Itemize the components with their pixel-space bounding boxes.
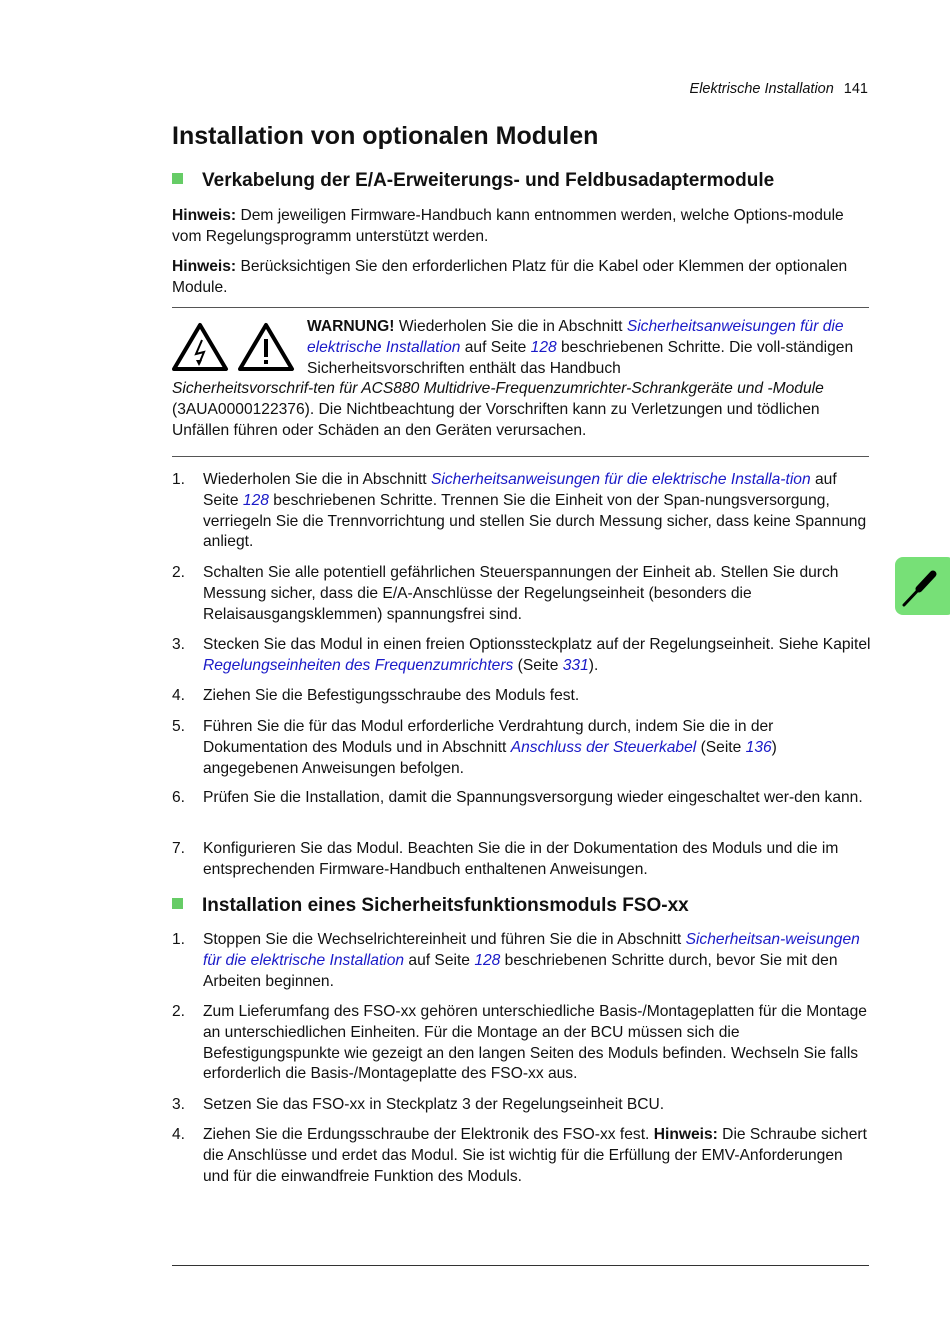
- section-heading-1-text: Verkabelung der E/A-Erweiterungs- und Feldbusadaptermodule: [202, 170, 775, 191]
- item-number: 4.: [172, 687, 186, 704]
- warning-top-rule: [172, 307, 869, 308]
- warning-label: WARNUNG!: [307, 318, 395, 335]
- item-text-b: (Seite: [513, 656, 563, 674]
- item-page-link[interactable]: 331: [562, 656, 589, 674]
- warning-t1: Wiederholen Sie die in Abschnitt: [394, 318, 627, 335]
- item-number: 5.: [172, 718, 186, 735]
- note-1-text: Dem jeweiligen Firmware-Handbuch kann entnommen werden, welche Options-module vom Regelungsprogramm unterstützt werden.: [172, 207, 844, 245]
- note-2-label: Hinweis:: [172, 258, 237, 275]
- note-2-text: Berücksichtigen Sie den erforderlichen Platz für die Kabel oder Klemmen der optionalen Module.: [172, 258, 848, 296]
- item-text-c: Die Schraube sichert die Anschlüsse und erdet das Modul. Sie ist wichtig für die Erfüllung der EMV-Anforderungen und für die einwandfreie Funktion des Moduls.: [203, 1126, 867, 1185]
- warning-t2: auf Seite: [460, 338, 531, 356]
- item-page-link[interactable]: 128: [474, 951, 501, 969]
- item-number: 1.: [172, 471, 186, 488]
- general-warning-icon: [240, 325, 292, 369]
- item-number: 3.: [172, 1096, 186, 1113]
- footer-rule: [172, 1265, 869, 1266]
- item-link[interactable]: Sicherheitsan-weisungen für die elektrische Installation: [203, 931, 860, 969]
- section-heading-2-text: Installation eines Sicherheitsfunktionsmoduls FSO-xx: [202, 895, 689, 916]
- page-number: 141: [843, 81, 868, 97]
- item-text-c: ) angegebenen Anweisungen befolgen.: [203, 738, 777, 777]
- section-bullet: [172, 898, 183, 909]
- item-text-c: beschriebenen Schritte durch, bevor Sie mit den Arbeiten beginnen.: [203, 951, 838, 990]
- item-number: 3.: [172, 636, 186, 653]
- item-text-b: auf Seite: [404, 951, 475, 969]
- item-text: Setzen Sie das FSO-xx in Steckplatz 3 der Regelungseinheit BCU.: [203, 1096, 665, 1113]
- item-link[interactable]: Anschluss der Steuerkabel: [510, 738, 697, 756]
- warning-t3: beschriebenen Schritte. Die voll-ständigen Sicherheitsvorschriften enthält das Handbuch: [307, 338, 854, 377]
- item-text: Ziehen Sie die Erdungsschraube der Elektronik des FSO-xx fest.: [203, 1126, 654, 1143]
- chapter-tab[interactable]: [895, 557, 950, 615]
- section-bullet: [172, 173, 183, 184]
- item-number: 7.: [172, 840, 186, 857]
- item-link[interactable]: Sicherheitsanweisungen für die elektrische Installa-tion: [430, 471, 811, 488]
- warning-book-title: Sicherheitsvorschrif-ten für ACS880 Multidrive-Frequenzumrichter-Schrankgeräte und -Module: [172, 380, 824, 397]
- note-1-label: Hinweis:: [172, 207, 237, 224]
- warning-continuation: [172, 379, 872, 441]
- header-section: Elektrische Installation: [689, 81, 834, 97]
- item-text-b: (Seite: [696, 738, 746, 756]
- item-text-c: ).: [588, 656, 599, 674]
- warning-t4: (3AUA0000122376). Die Nichtbeachtung der Vorschriften kann zu Verletzungen und tödlichen Unfällen führen oder Schäden an den Geräten verursachen.: [172, 400, 820, 439]
- link-page-128[interactable]: 128: [530, 338, 557, 356]
- section-heading-2: [172, 895, 689, 917]
- item-text: Konfigurieren Sie das Modul. Beachten Sie die in der Dokumentation des Moduls und die im entsprechenden Firmware-Handbuch enthaltenen Anweisungen.: [203, 840, 839, 878]
- page-title: Installation von optionalen Modulen: [172, 122, 599, 150]
- note-1: [172, 206, 872, 248]
- item-text: Schalten Sie alle potentiell gefährlichen Steuerspannungen der Einheit ab. Stellen Sie durch Messung sicher, dass die E/A-Anschlüsse der Regelungseinheit (besonders die Relaisausgangsklemmen) spannungsfrei sind.: [203, 564, 839, 623]
- item-page-link[interactable]: 128: [242, 491, 269, 509]
- item-bold-note: Hinweis:: [653, 1126, 718, 1143]
- item-text: Stecken Sie das Modul in einen freien Optionssteckplatz auf der Regelungseinheit. Siehe Kapitel: [203, 636, 871, 653]
- warning-text: [307, 317, 872, 379]
- item-text: Zum Lieferumfang des FSO-xx gehören unterschiedliche Basis-/Montageplatten für die Montage an unterschiedlichen Einheiten. Für die Montage an der BCU müssen sich die Befestigungspunkte wie gezeigt an den langen Seiten des Moduls befinden. Wechseln Sie falls erforderlich die Basis-/Montageplatte des FSO-xx aus.: [203, 1003, 867, 1083]
- item-text: Führen Sie die für das Modul erforderliche Verdrahtung durch, indem Sie die in der Dokumentation des Moduls und in Abschnitt: [203, 718, 774, 756]
- link-safety-instructions[interactable]: Sicherheitsanweisungen für die elektrische Installation: [307, 318, 844, 356]
- item-text-c: beschriebenen Schritte. Trennen Sie die Einheit von der Span-nungsversorgung, verriegeln Sie die Trennvorrichtung und stellen Sie durch Messung sicher, dass keine Spannung anliegt.: [203, 491, 867, 551]
- section-heading-1: [172, 170, 774, 192]
- item-number: 4.: [172, 1126, 186, 1143]
- item-text: Prüfen Sie die Installation, damit die Spannungsversorgung wieder eingeschaltet wer-den kann.: [203, 789, 863, 806]
- screwdriver-icon: [895, 557, 950, 615]
- electric-hazard-icon: [174, 325, 226, 369]
- note-2: [172, 257, 872, 299]
- item-number: 1.: [172, 931, 186, 948]
- item-text: Wiederholen Sie die in Abschnitt: [203, 471, 431, 488]
- item-text-b: auf Seite: [203, 471, 837, 509]
- item-page-link[interactable]: 136: [745, 738, 772, 756]
- item-number: 2.: [172, 1003, 186, 1020]
- item-number: 2.: [172, 564, 186, 581]
- item-text: Ziehen Sie die Befestigungsschraube des Moduls fest.: [203, 687, 580, 704]
- warning-icons: [172, 322, 300, 372]
- item-text: Stoppen Sie die Wechselrichtereinheit und führen Sie die in Abschnitt: [203, 931, 686, 948]
- item-link[interactable]: Regelungseinheiten des Frequenzumrichters: [203, 656, 514, 674]
- running-header: [560, 81, 868, 97]
- item-number: 6.: [172, 789, 186, 806]
- warning-bottom-rule: [172, 456, 869, 457]
